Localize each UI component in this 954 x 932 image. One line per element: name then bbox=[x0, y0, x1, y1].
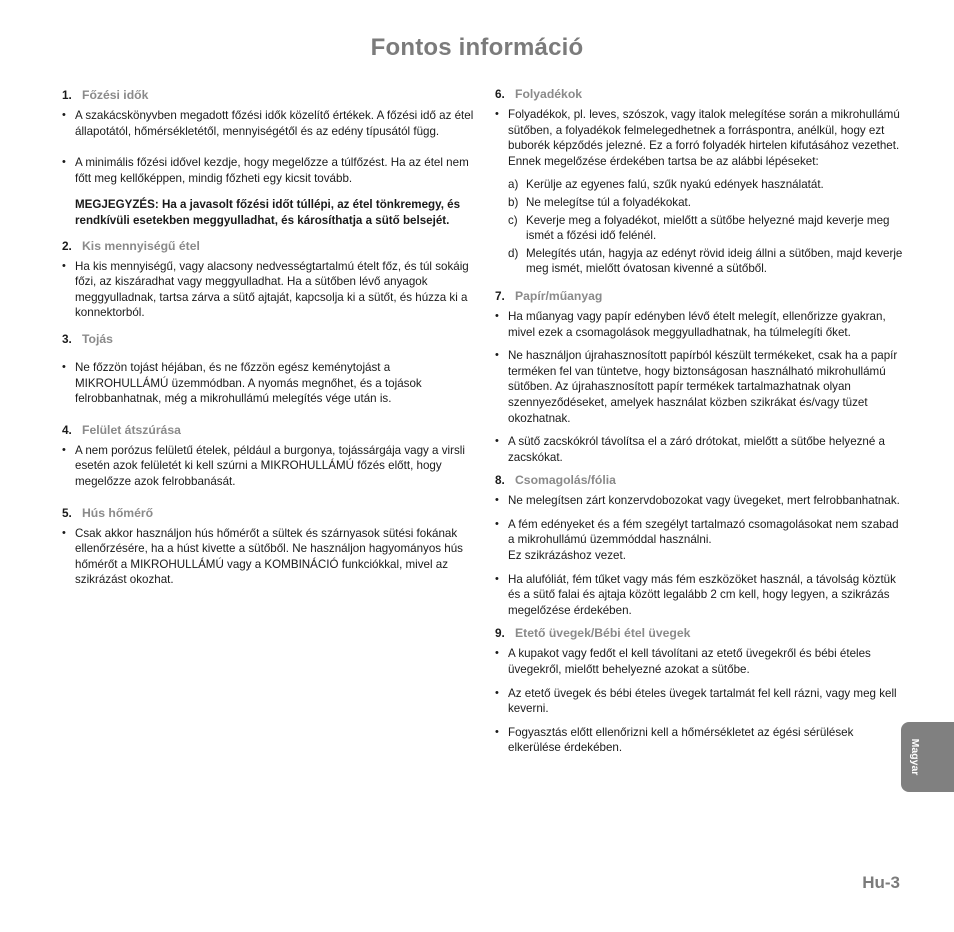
section-heading bbox=[495, 87, 905, 103]
bullet-icon: • bbox=[495, 349, 499, 362]
list-item: a) Kerülje az egyenes falú, szűk nyakú edények használatát. bbox=[508, 178, 824, 192]
list-item: • Ha műanyag vagy papír edényben lévő ételt melegít, ellenőrizze gyakran, mivel ezek a csomagolások meggyulladhatnak, ha túlmelegíti őket. bbox=[495, 309, 886, 339]
section-number: 1. bbox=[62, 88, 72, 102]
list-item: c) Keverje meg a folyadékot, mielőtt a sütőbe helyezné majd keverje meg ismét a főzési idő felénél. bbox=[508, 213, 890, 243]
list-item: b) Ne melegítse túl a folyadékokat. bbox=[508, 195, 691, 209]
section-title: Kis mennyiségű étel bbox=[82, 238, 200, 253]
list-item: • A kupakot vagy fedőt el kell távolítani az etető üvegekről és bébi ételes üvegekről, mielőtt behelyezné azokat a sütőbe. bbox=[495, 647, 871, 677]
section-title: Főzési idők bbox=[82, 88, 149, 102]
right-column bbox=[495, 87, 905, 764]
bullet-icon: • bbox=[495, 725, 499, 738]
list-item: • A fém edényeket és a fém szegélyt tartalmazó csomagolásokat nem szabad a mikrohullámú üzemmóddal használni. Ez szikrázáshoz vezet. bbox=[495, 517, 899, 563]
page-number: Hu-3 bbox=[862, 873, 900, 892]
bullet-icon: • bbox=[62, 259, 66, 272]
list-item: • Csak akkor használjon hús hőmérőt a sültek és szárnyasok sütési fokának ellenőrzésére, ha a húst kivette a sütőből. Ne használjon hagyományos hús hőmérőt a MIKROHULLÁMÚ vagy a KOMBINÁCIÓ funkciókkal, mivel az szikrázást okozhat. bbox=[62, 526, 463, 587]
list-item: • Ha alufóliát, fém tűket vagy más fém eszközöket használ, a távolság köztük és a sütő falai és ajtaja között legalább 2 cm kell, hogy legyen, a szikrázás megelőzése érdekében. bbox=[495, 572, 896, 617]
bullet-icon: • bbox=[62, 109, 66, 121]
section-number: 2. bbox=[62, 238, 72, 253]
section-title: Papír/műanyag bbox=[515, 288, 603, 303]
section-title: Tojás bbox=[82, 331, 113, 346]
section-heading bbox=[495, 473, 905, 489]
section-number: 6. bbox=[495, 87, 505, 101]
bullet-icon: • bbox=[62, 156, 66, 169]
bullet-icon: • bbox=[495, 108, 499, 120]
bullet-icon: • bbox=[62, 526, 66, 539]
list-item: • Fogyasztás előtt ellenőrizni kell a hőmérsékletet az égési sérülések elkerülése érdekében. bbox=[495, 725, 854, 755]
language-tab-label: Magyar bbox=[909, 738, 921, 776]
list-item: • Folyadékok, pl. leves, szószok, vagy italok melegítése során a mikrohullámú sütőben, a folyadékok felmelegedhetnek a forráspontra, anélkül, hogy ezt buborék képződés jelezné. Ez a forró folyadék hirtelen kifutásához vezethet. Ennek megelőzése érdekében tartsa be az alábbi lépéseket: bbox=[495, 108, 900, 168]
section-title: Folyadékok bbox=[515, 87, 583, 101]
list-item: • Ne főzzön tojást héjában, és ne főzzön egész keménytojást a MIKROHULLÁMÚ üzemmódban. A nyomás megnőhet, és a tojások felrobbanhatnak, még a mikrohullámú melegítés vége után is. bbox=[62, 360, 422, 406]
bullet-icon: • bbox=[495, 309, 499, 322]
section-number: 5. bbox=[62, 505, 72, 520]
bullet-icon: • bbox=[62, 443, 66, 456]
section-title: Csomagolás/fólia bbox=[515, 473, 616, 488]
section-number: 8. bbox=[495, 473, 505, 488]
warning-note: MEGJEGYZÉS: Ha a javasolt főzési időt túllépi, az étel tönkremegy, és rendkívüli esetekben meggyulladhat, és károsíthatja a sütő belsejét. bbox=[75, 198, 461, 227]
section-heading bbox=[62, 239, 482, 255]
left-column bbox=[62, 88, 482, 596]
section-heading bbox=[495, 289, 905, 305]
bullet-icon: • bbox=[495, 686, 499, 699]
bullet-icon: • bbox=[495, 494, 499, 507]
bullet-icon: • bbox=[495, 647, 499, 660]
list-item: • Az etető üvegek és bébi ételes üvegek tartalmát fel kell rázni, vagy meg kell keverni. bbox=[495, 686, 897, 716]
list-item: • A szakácskönyvben megadott főzési idők közelítő értékek. A főzési idő az étel állapotától, hőmérsékletétől, mennyiségétől és az edény típusától függ. bbox=[62, 109, 474, 138]
section-heading bbox=[62, 423, 482, 439]
section-title: Felület átszúrása bbox=[82, 422, 181, 437]
list-item: • Ha kis mennyiségű, vagy alacsony nedvességtartalmú ételt főz, és túl sokáig főzi, az kiszáradhat vagy meggyulladhat. Ha a sütőben lévő anyagok meggyulladnak, tartsa zárva a sütő ajtaját, kapcsolja ki a sütőt, és húzza ki a konnektorból. bbox=[62, 259, 469, 320]
bullet-icon: • bbox=[495, 435, 499, 448]
step-list bbox=[508, 177, 905, 277]
section-number: 3. bbox=[62, 331, 72, 346]
section-number: 9. bbox=[495, 626, 505, 641]
bullet-icon: • bbox=[495, 572, 499, 585]
list-item: • Ne melegítsen zárt konzervdobozokat vagy üvegeket, mert felrobbanhatnak. bbox=[495, 494, 900, 508]
list-item: • A nem porózus felületű ételek, például a burgonya, tojássárgája vagy a virsli esetén azok felületét ki kell szúrni a MIKROHULLÁMÚ főzés előtt, hogy megelőzze azok felrobbanását. bbox=[62, 443, 465, 488]
page-title: Fontos információ bbox=[370, 34, 584, 61]
list-item: • Ne használjon újrahasznosított papírból készült termékeket, csak ha a papír terméken fel van tüntetve, hogy biztonságosan használható mikrohullámú sütőben. Az újrahasznosított papír termékek tartalmazhatnak olyan szennyeződéseket, amelyek használat közben szikrákat és/vagy tüzet okozhatnak. bbox=[495, 349, 898, 425]
section-number: 4. bbox=[62, 422, 72, 437]
list-item: • A sütő zacskókról távolítsa el a záró drótokat, mielőtt a sütőbe helyezné a zacskókat. bbox=[495, 435, 886, 464]
language-tab bbox=[901, 722, 954, 792]
section-heading bbox=[62, 88, 482, 104]
list-item: • A minimális főzési idővel kezdje, hogy megelőzze a túlfőzést. Ha az étel nem főtt meg kellőképpen, mindig főzheti egy kicsit tovább. bbox=[62, 156, 469, 185]
section-number: 7. bbox=[495, 288, 505, 303]
list-item: d) Melegítés után, hagyja az edényt rövid ideig állni a sütőben, majd keverje meg ismét, mielőtt óvatosan kivenné a sütőből. bbox=[508, 246, 903, 276]
section-heading bbox=[62, 506, 482, 522]
bullet-icon: • bbox=[62, 360, 66, 373]
section-heading bbox=[495, 626, 905, 642]
bullet-icon: • bbox=[495, 517, 499, 530]
section-title: Hús hőmérő bbox=[82, 505, 154, 520]
section-heading bbox=[62, 332, 482, 348]
section-title: Etető üvegek/Bébi étel üvegek bbox=[515, 626, 691, 641]
